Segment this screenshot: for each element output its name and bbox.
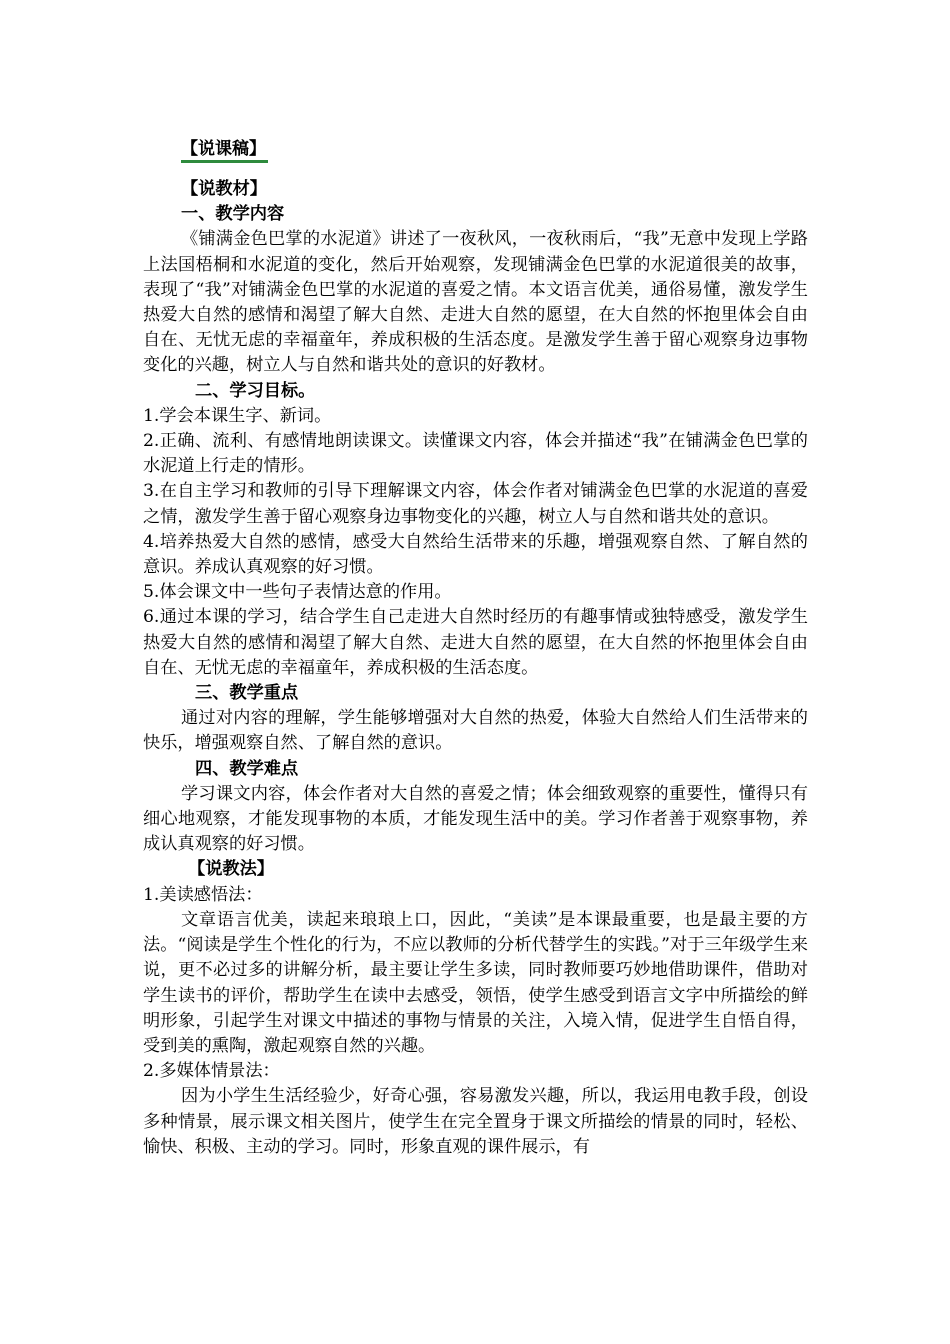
goal-item: 4.培养热爱大自然的感情，感受大自然给生活带来的乐趣，增强观察自然、了解自然的意识。养成认真观察的好习惯。 (143, 531, 808, 578)
doc-title: 【说课稿】 (181, 138, 268, 163)
section-heading-method: 【说教法】 (188, 859, 274, 880)
heading-learning-goals: 二、学习目标。 (195, 380, 316, 401)
section-heading-material: 【说教材】 (181, 179, 267, 199)
heading-difficulties: 四、教学难点 (195, 758, 299, 779)
goal-item: 3.在自主学习和教师的引导下理解课文内容，体会作者对铺满金色巴掌的水泥道的喜爱之情，激发学生善于留心观察身边事物变化的兴趣，树立人与自然和谐共处的意识。 (143, 481, 808, 527)
method-paragraph-2: 因为小学生生活经验少，好奇心强，容易激发兴趣，所以，我运用电教手段，创设多种情景，展示课文相关图片，使学生在完全置身于课文所描绘的情景的同时，轻松、愉快、积极、主动的学习。同时，形象直观的课件展示，有 (143, 1086, 808, 1157)
goal-item: 5.体会课文中一些句子表情达意的作用。 (143, 582, 452, 603)
paragraph-difficulties: 学习课文内容，体会作者对大自然的喜爱之情；体会细致观察的重要性，懂得只有细心地观察，才能发现事物的本质，才能发现生活中的美。学习作者善于观察事物，养成认真观察的好习惯。 (143, 783, 808, 855)
goal-item: 2.正确、流利、有感情地朗读课文。读懂课文内容，体会并描述“我”在铺满金色巴掌的水泥道上行走的情形。 (143, 431, 808, 477)
heading-teaching-content: 一、教学内容 (181, 204, 285, 225)
paragraph-key-points: 通过对内容的理解，学生能够增强对大自然的热爱，体验大自然给人们生活带来的快乐，增强观察自然、了解自然的意识。 (143, 708, 808, 754)
paragraph-teaching-content: 《铺满金色巴掌的水泥道》讲述了一夜秋风，一夜秋雨后，“我”无意中发现上学路上法国梧桐和水泥道的变化，然后开始观察，发现铺满金色巴掌的水泥道很美的故事，表现了“我”对铺满金色巴掌的水泥道的喜爱之情。本文语言优美，通俗易懂，激发学生热爱大自然的感情和渴望了解大自然、走进大自然的愿望，在大自然的怀抱里体会自由自在、无忧无虑的幸福童年，养成积极的生活态度。是激发学生善于留心观察身边事物变化的兴趣，树立人与自然和谐共处的意识的好教材。 (143, 229, 808, 376)
method-paragraph-1: 文章语言优美，读起来琅琅上口，因此，“美读”是本课最重要，也是最主要的方法。“阅读是学生个性化的行为，不应以教师的分析代替学生的实践。”对于三年级学生来说，更不必过多的讲解分析，最主要让学生多读，同时教师要巧妙地借助课件，借助对学生读书的评价，帮助学生在读中去感受，领悟，使学生感受到语言文字中所描绘的鲜明形象，引起学生对课文中描述的事物与情景的关注，入境入情，促进学生自悟自得，受到美的熏陶，激起观察自然的兴趣。 (143, 909, 808, 1056)
heading-key-points: 三、教学重点 (195, 683, 299, 704)
goal-item: 6.通过本课的学习，结合学生自己走进大自然时经历的有趣事情或独特感受，激发学生热爱大自然的感情和渴望了解大自然、走进大自然的愿望，在大自然的怀抱里体会自由自在、无忧无虑的幸福童年，养成积极的生活态度。 (143, 607, 808, 678)
method-title-2: 2.多媒体情景法： (143, 1061, 280, 1082)
method-title-1: 1.美读感悟法： (143, 884, 263, 905)
goal-item: 1.学会本课生字、新词。 (143, 405, 332, 426)
document-page (143, 137, 808, 1160)
